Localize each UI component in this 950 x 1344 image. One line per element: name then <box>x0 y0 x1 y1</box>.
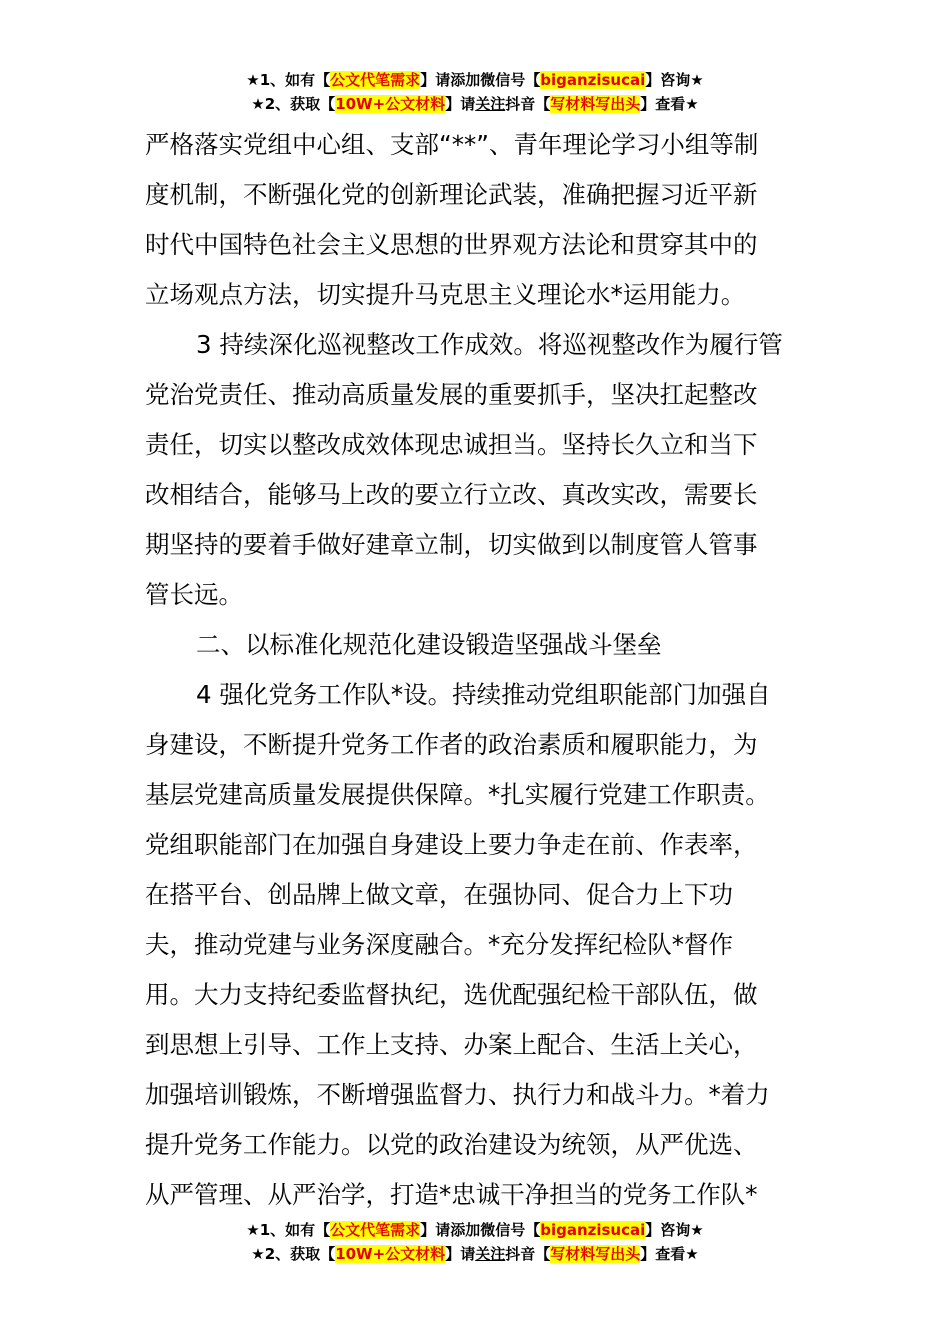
banner-text: 】咨询★ <box>645 71 704 89</box>
banner-text: 抖音【 <box>505 95 551 113</box>
banner-text: ★2、获取【 <box>251 95 336 113</box>
banner-text: ★2、获取【 <box>251 1245 336 1263</box>
text-line: 用。大力支持纪委监督执纪，选优配强纪检干部队伍，做 <box>145 980 758 1009</box>
highlight-text: 公文代笔需求 <box>330 1221 421 1239</box>
footer-banner <box>0 1218 950 1266</box>
douyin-id-highlight: 写材料写出头 <box>550 1245 641 1263</box>
text-line: 管长远。 <box>145 580 243 609</box>
banner-text: 】请 <box>445 95 476 113</box>
section-heading: 二、以标准化规范化建设锻造坚强战斗堡垒 <box>196 630 662 659</box>
banner-text: 】请 <box>445 1245 476 1263</box>
banner-text: ★1、如有【 <box>246 71 331 89</box>
highlight-text: 10W+公文材料 <box>335 95 446 113</box>
douyin-id-highlight: 写材料写出头 <box>550 95 641 113</box>
header-banner <box>0 68 950 116</box>
text-line: 在搭平台、创品牌上做文章，在强协同、促合力上下功 <box>145 880 733 909</box>
text-line: 严格落实党组中心组、支部“**”、青年理论学习小组等制 <box>145 130 759 159</box>
highlight-text: 公文代笔需求 <box>330 71 421 89</box>
banner-line-1 <box>0 1218 950 1242</box>
text-line: 基层党建高质量发展提供保障。*扎实履行党建工作职责。 <box>145 780 770 809</box>
text-line: 立场观点方法，切实提升马克思主义理论水*运用能力。 <box>145 280 746 309</box>
banner-line-1 <box>0 68 950 92</box>
text-line: 到思想上引导、工作上支持、办案上配合、生活上关心， <box>145 1030 758 1059</box>
highlight-text: 10W+公文材料 <box>335 1245 446 1263</box>
text-line: 改相结合，能够马上改的要立行立改、真改实改，需要长 <box>145 480 758 509</box>
banner-text: 】请添加微信号【 <box>420 71 541 89</box>
text-line: 党治党责任、推动高质量发展的重要抓手，坚决扛起整改 <box>145 380 758 409</box>
wechat-id-highlight: biganzisucai <box>540 1221 646 1239</box>
text-line: 加强培训锻炼，不断增强监督力、执行力和战斗力。*着力 <box>145 1080 770 1109</box>
text-line: 时代中国特色社会主义思想的世界观方法论和贯穿其中的 <box>145 230 758 259</box>
text-line: 从严管理、从严治学，打造*忠诚干净担当的党务工作队* <box>145 1180 758 1209</box>
banner-text: 】请添加微信号【 <box>420 1221 541 1239</box>
banner-line-2 <box>0 92 950 116</box>
banner-text: 】查看★ <box>640 1245 699 1263</box>
text-line: 度机制，不断强化党的创新理论武装，准确把握习近平新 <box>145 180 758 209</box>
banner-text: 】查看★ <box>640 95 699 113</box>
text-line: 夫，推动党建与业务深度融合。*充分发挥纪检队*督作 <box>145 930 733 959</box>
text-line: 提升党务工作能力。以党的政治建设为统领，从严优选、 <box>145 1130 758 1159</box>
banner-text: ★1、如有【 <box>246 1221 331 1239</box>
document-body <box>145 120 810 1220</box>
text-line: 期坚持的要着手做好建章立制，切实做到以制度管人管事 <box>145 530 758 559</box>
text-line: 责任，切实以整改成效体现忠诚担当。坚持长久立和当下 <box>145 430 758 459</box>
banner-text: 】咨询★ <box>645 1221 704 1239</box>
text-line: 身建设，不断提升党务工作者的政治素质和履职能力，为 <box>145 730 758 759</box>
underlined-text: 关注 <box>475 95 506 113</box>
banner-line-2 <box>0 1242 950 1266</box>
underlined-text: 关注 <box>475 1245 506 1263</box>
text-line: 党组职能部门在加强自身建设上要力争走在前、作表率， <box>145 830 758 859</box>
wechat-id-highlight: biganzisucai <box>540 71 646 89</box>
banner-text: 抖音【 <box>505 1245 551 1263</box>
text-line: 4 强化党务工作队*设。持续推动党组职能部门加强自 <box>196 680 771 709</box>
text-line: 3 持续深化巡视整改工作成效。将巡视整改作为履行管 <box>196 330 783 359</box>
